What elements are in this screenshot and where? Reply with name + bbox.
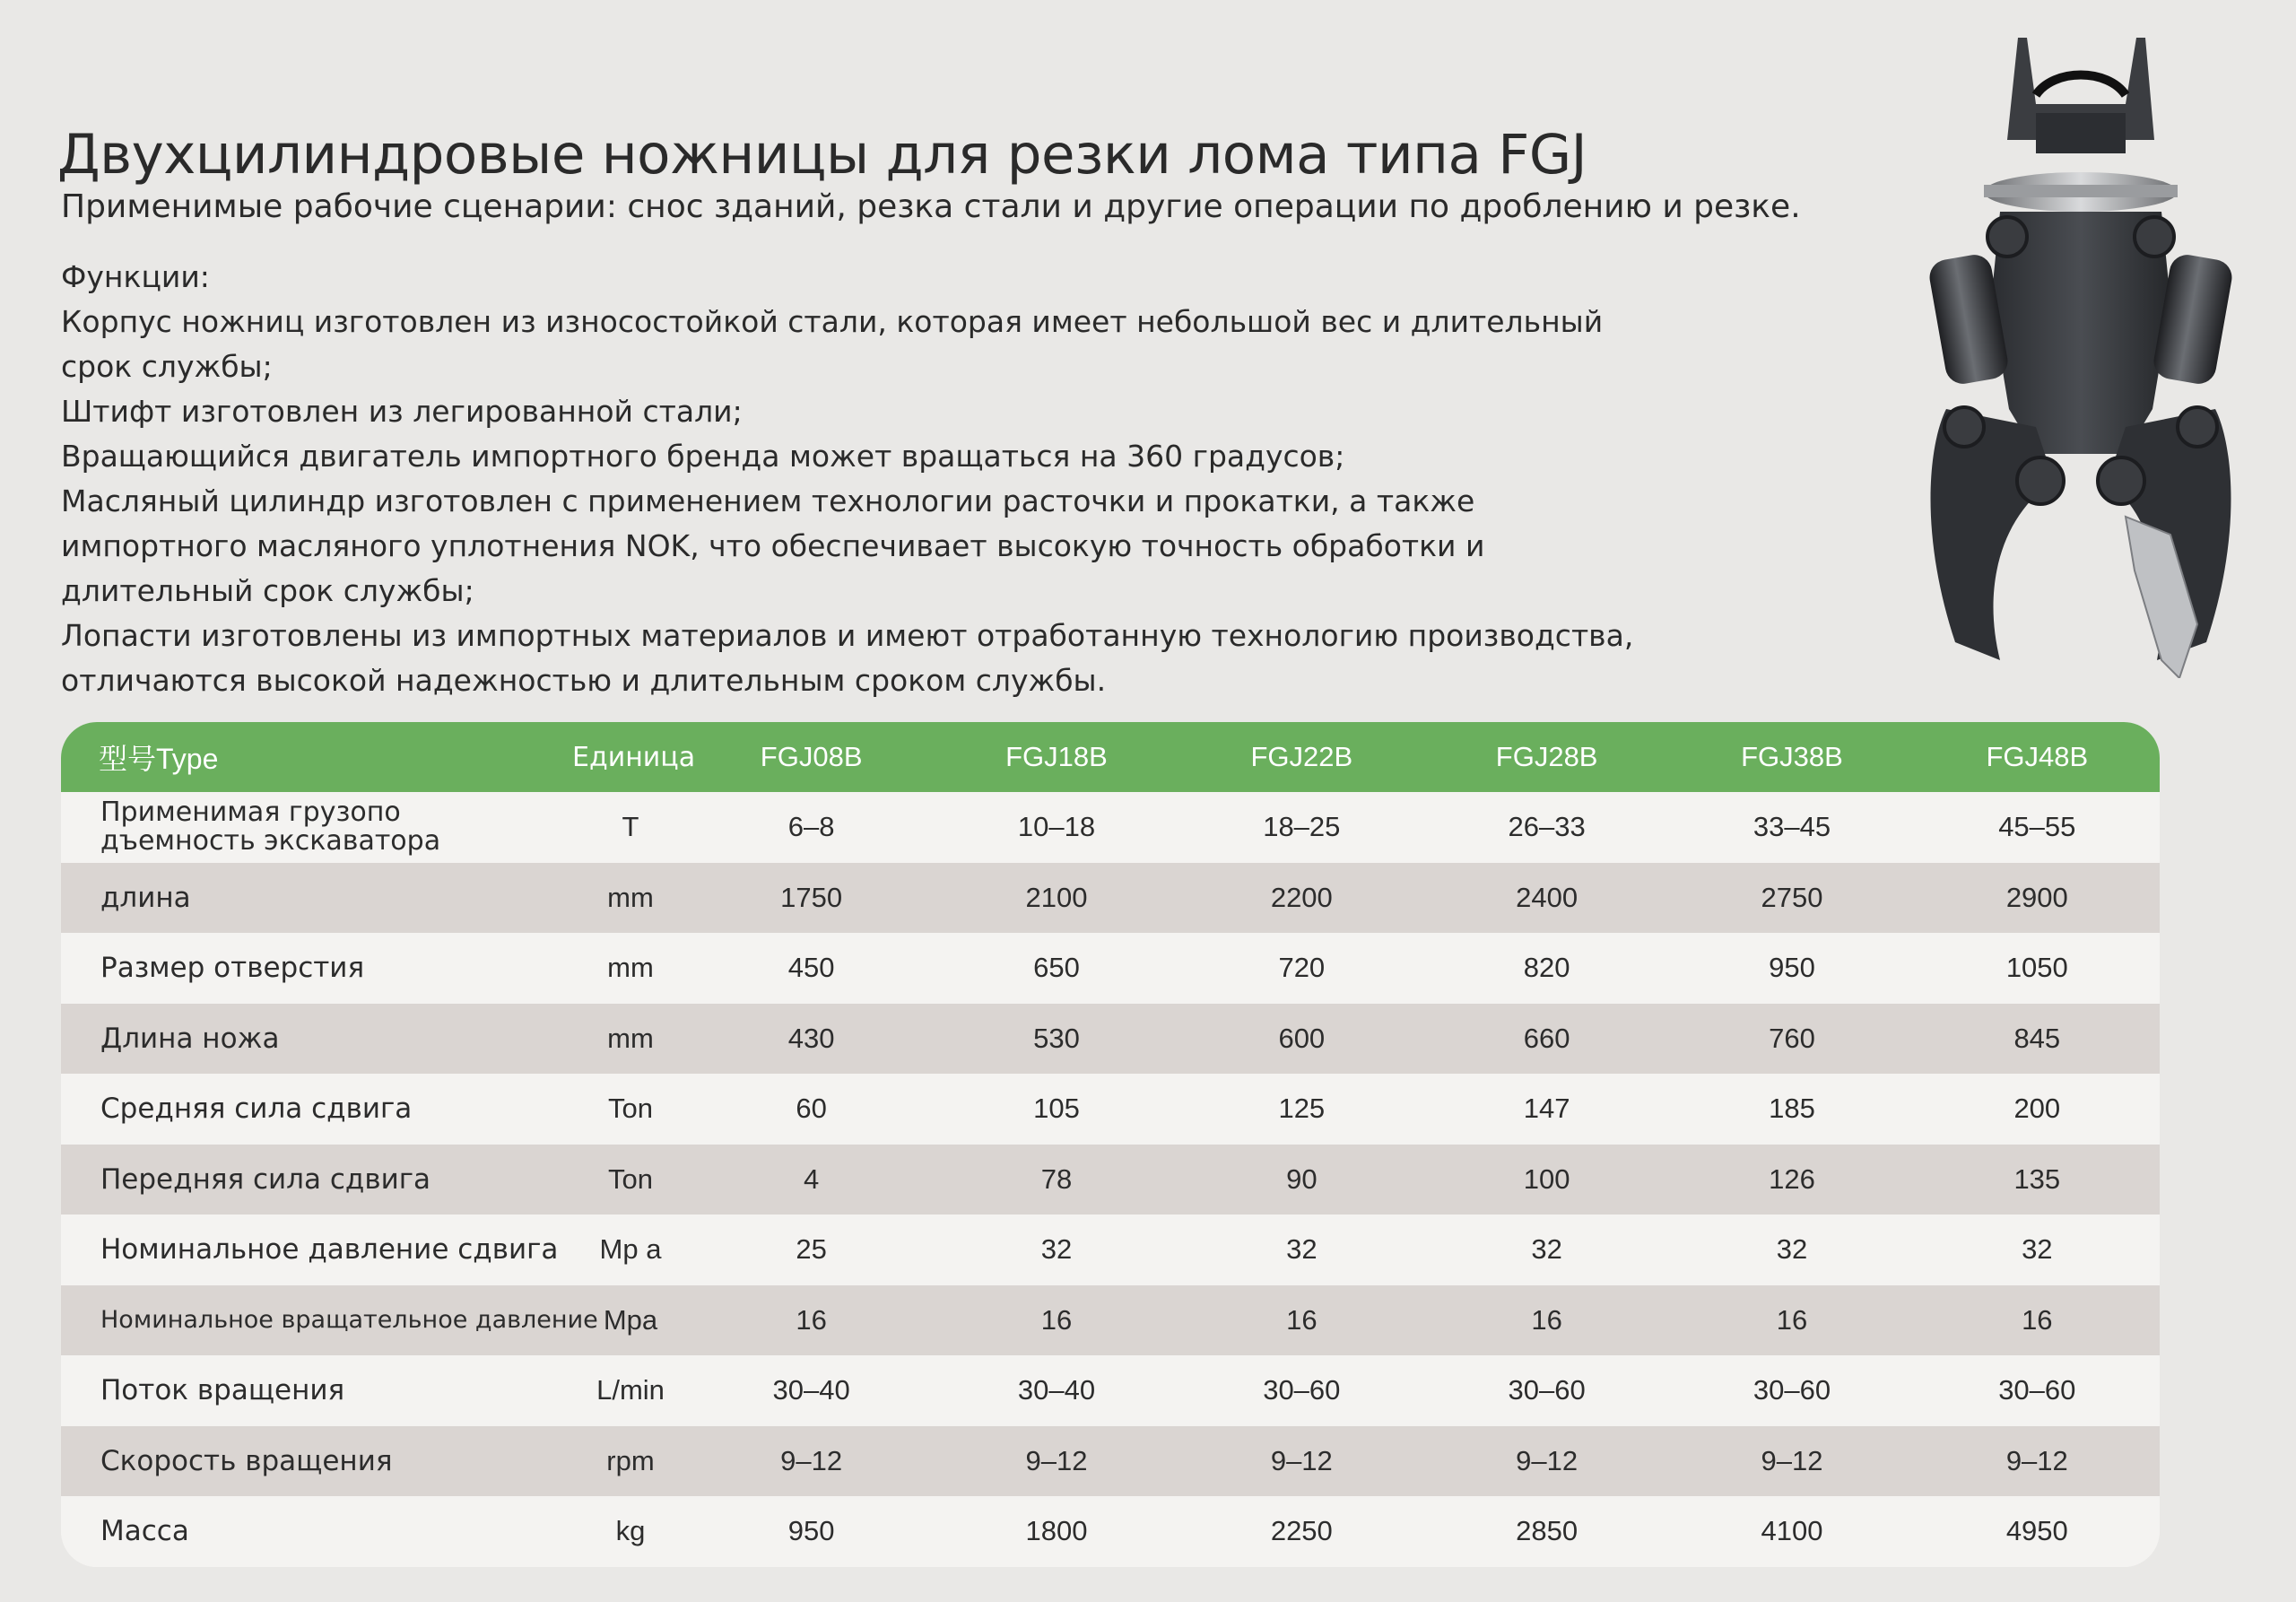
row-value: 6–8 <box>787 811 835 843</box>
row-label: Скорость вращения <box>100 1444 393 1477</box>
header-model: FGJ18B <box>1005 741 1108 772</box>
feature-line: Масляный цилиндр изготовлен с применением технологии расточки и прокатки, а также <box>61 483 1475 518</box>
row-value: 125 <box>1278 1093 1326 1125</box>
row-value: 9–12 <box>2005 1444 2068 1476</box>
table-header <box>61 722 2160 792</box>
row-value: 60 <box>796 1093 827 1125</box>
row-label: длина <box>100 881 191 914</box>
row-value: 9–12 <box>1761 1444 1823 1476</box>
row-value: 30–40 <box>1017 1374 1096 1406</box>
row-value: 30–40 <box>772 1374 850 1406</box>
row-value: 32 <box>1040 1233 1073 1266</box>
row-value: 2100 <box>1025 881 1088 913</box>
row-value: 90 <box>1286 1162 1318 1195</box>
feature-line: срок службы; <box>61 349 273 384</box>
row-label: Номинальное вращательное давление <box>100 1306 598 1335</box>
row-unit: mm <box>607 881 654 913</box>
row-value: 2750 <box>1761 881 1823 913</box>
row-value: 9–12 <box>780 1444 843 1476</box>
row-value: 105 <box>1033 1093 1080 1125</box>
row-value: 9–12 <box>1025 1444 1088 1476</box>
table-row <box>61 1004 2160 1075</box>
table-row <box>61 1145 2160 1215</box>
row-value: 1750 <box>780 881 843 913</box>
row-value: 450 <box>787 952 835 984</box>
header-model: FGJ48B <box>1986 741 2089 772</box>
features-heading: Функции: <box>61 259 210 294</box>
feature-line: длительный срок службы; <box>61 573 474 608</box>
page-title: Двухцилиндровые ножницы для резки лома типа FGJ <box>57 122 1587 187</box>
header-model: FGJ28B <box>1495 741 1598 772</box>
row-label <box>61 798 572 856</box>
row-value: 30–60 <box>1263 1374 1341 1406</box>
table-row <box>61 1215 2160 1285</box>
row-label-line: Применимая грузопо <box>100 797 401 829</box>
row-label-line: дъемность экскаватора <box>100 825 441 858</box>
row-unit: kg <box>615 1515 646 1547</box>
row-value: 185 <box>1769 1093 1815 1125</box>
row-value: 147 <box>1523 1093 1570 1125</box>
row-value: 78 <box>1040 1162 1073 1195</box>
header-model: FGJ38B <box>1741 741 1843 772</box>
row-value: 32 <box>2022 1233 2053 1266</box>
spec-table <box>61 722 2160 1567</box>
row-value: 16 <box>1286 1303 1318 1336</box>
row-label: Длина ножа <box>100 1022 280 1055</box>
row-value: 2250 <box>1270 1515 1333 1547</box>
row-value: 1050 <box>2005 952 2068 984</box>
row-unit: mm <box>607 1022 654 1054</box>
row-value: 16 <box>796 1303 827 1336</box>
row-label: Номинальное давление сдвига <box>100 1233 559 1267</box>
row-value: 16 <box>1040 1303 1073 1336</box>
row-unit: rpm <box>606 1444 655 1476</box>
row-value: 30–60 <box>1752 1374 1831 1406</box>
row-value: 18–25 <box>1263 811 1341 843</box>
feature-line: Вращающийся двигатель импортного бренда может вращаться на 360 градусов; <box>61 439 1345 474</box>
header-model: FGJ08B <box>760 741 863 772</box>
features-list <box>61 255 1633 703</box>
row-value: 660 <box>1523 1022 1570 1054</box>
row-unit: T <box>622 811 639 843</box>
row-unit: Mp a <box>599 1233 662 1266</box>
row-value: 600 <box>1278 1022 1326 1054</box>
row-value: 33–45 <box>1752 811 1831 843</box>
row-unit: Ton <box>608 1162 653 1195</box>
row-value: 30–60 <box>1508 1374 1586 1406</box>
row-unit: mm <box>607 952 654 984</box>
feature-line: импортного масляного уплотнения NOK, что обеспечивает высокую точность обработки и <box>61 528 1485 563</box>
row-value: 200 <box>2013 1093 2061 1125</box>
table-row <box>61 1426 2160 1497</box>
row-value: 30–60 <box>1998 1374 2076 1406</box>
feature-line: Штифт изготовлен из легированной стали; <box>61 394 743 429</box>
row-value: 4 <box>804 1162 820 1195</box>
row-value: 950 <box>1769 952 1815 984</box>
header-model: FGJ22B <box>1250 741 1353 772</box>
row-value: 4100 <box>1761 1515 1823 1547</box>
row-value: 2200 <box>1270 881 1333 913</box>
feature-line: отличаются высокой надежностью и длительным сроком службы. <box>61 663 1107 698</box>
row-value: 32 <box>1286 1233 1318 1266</box>
row-label: Средняя сила сдвига <box>100 1093 413 1126</box>
table-row <box>61 1285 2160 1356</box>
row-value: 135 <box>2013 1162 2061 1195</box>
row-value: 1800 <box>1025 1515 1088 1547</box>
row-value: 10–18 <box>1017 811 1096 843</box>
row-value: 2400 <box>1516 881 1578 913</box>
row-label: Поток вращения <box>100 1374 345 1407</box>
row-value: 16 <box>2022 1303 2053 1336</box>
row-value: 16 <box>1776 1303 1808 1336</box>
row-value: 430 <box>787 1022 835 1054</box>
row-label: Передняя сила сдвига <box>100 1162 431 1196</box>
row-label: Размер отверстия <box>100 952 365 985</box>
table-row <box>61 863 2160 934</box>
row-value: 126 <box>1769 1162 1815 1195</box>
table-row <box>61 933 2160 1004</box>
row-value: 32 <box>1531 1233 1562 1266</box>
row-value: 2850 <box>1516 1515 1578 1547</box>
row-value: 32 <box>1776 1233 1808 1266</box>
row-value: 25 <box>796 1233 827 1266</box>
row-label: Масса <box>100 1515 189 1548</box>
row-unit: Ton <box>608 1093 653 1125</box>
header-unit: Единица <box>572 741 696 773</box>
row-value: 100 <box>1523 1162 1570 1195</box>
row-value: 4950 <box>2005 1515 2068 1547</box>
row-value: 650 <box>1033 952 1080 984</box>
table-row <box>61 1074 2160 1145</box>
row-value: 26–33 <box>1508 811 1586 843</box>
row-unit: Mpa <box>603 1303 658 1336</box>
row-value: 2900 <box>2005 881 2068 913</box>
row-value: 9–12 <box>1270 1444 1333 1476</box>
feature-line: Корпус ножниц изготовлен из износостойкой стали, которая имеет небольшой вес и длительный <box>61 304 1604 339</box>
row-unit: L/min <box>596 1374 665 1406</box>
application-scenarios: Применимые рабочие сценарии: снос зданий, резка стали и другие операции по дроблению и резке. <box>61 188 1801 225</box>
table-row <box>61 792 2160 863</box>
header-type: 型号Type <box>99 743 219 775</box>
table-row <box>61 1496 2160 1567</box>
table-row <box>61 1355 2160 1426</box>
feature-line: Лопасти изготовлены из импортных материалов и имеют отработанную технологию производства, <box>61 618 1634 653</box>
row-value: 950 <box>787 1515 835 1547</box>
row-value: 720 <box>1278 952 1326 984</box>
row-value: 530 <box>1033 1022 1080 1054</box>
row-value: 845 <box>2013 1022 2061 1054</box>
row-value: 820 <box>1523 952 1570 984</box>
product-image <box>1901 32 2260 678</box>
row-value: 45–55 <box>1998 811 2076 843</box>
row-value: 760 <box>1769 1022 1815 1054</box>
row-value: 9–12 <box>1516 1444 1578 1476</box>
row-value: 16 <box>1531 1303 1562 1336</box>
